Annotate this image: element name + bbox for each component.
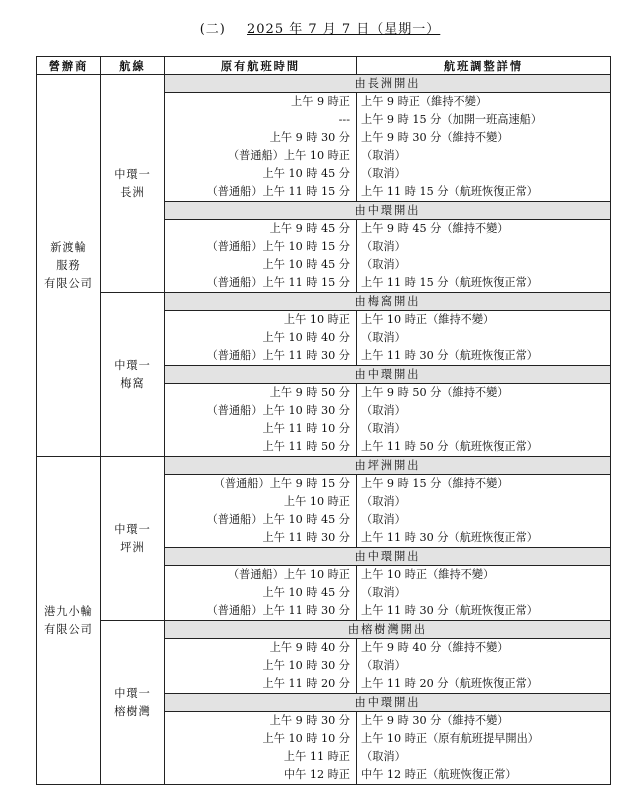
original-time: （普通船）上午 10 時 15 分 <box>206 240 350 253</box>
adjusted-time: （取消） <box>361 149 406 162</box>
original-time: 上午 9 時正 <box>291 95 350 108</box>
adjusted-times <box>357 311 611 366</box>
original-time: 上午 9 時 50 分 <box>269 386 350 399</box>
adjusted-time: 上午 10 時正（維持不變） <box>361 568 495 581</box>
original-time: 上午 11 時 20 分 <box>262 677 350 690</box>
adjusted-time: （取消） <box>361 659 406 672</box>
adjusted-time: 上午 10 時正（原有航班提早開出） <box>361 732 539 745</box>
schedule-body <box>37 75 611 785</box>
original-time: （普通船）上午 10 時正 <box>227 149 350 162</box>
adjusted-time: （取消） <box>361 586 406 599</box>
direction-row <box>37 621 611 639</box>
operator-name-line: 有限公司 <box>44 622 93 636</box>
direction-row <box>37 457 611 475</box>
original-times <box>165 384 357 457</box>
original-time: （普通船）上午 10 時正 <box>227 568 350 581</box>
direction-label: 由中環開出 <box>165 694 611 712</box>
direction-label: 由坪洲開出 <box>165 457 611 475</box>
direction-label: 由中環開出 <box>165 202 611 220</box>
original-time: （普通船）上午 11 時 30 分 <box>206 604 350 617</box>
adjusted-time: 上午 11 時 15 分（航班恢復正常） <box>361 276 538 289</box>
route-name-line: 中環一 <box>114 167 151 181</box>
adjusted-time: 上午 9 時正（維持不變） <box>361 95 488 108</box>
adjusted-time: 上午 11 時 15 分（航班恢復正常） <box>361 185 538 198</box>
operator-name <box>37 75 101 457</box>
original-time: 上午 11 時正 <box>283 750 350 763</box>
direction-label: 由中環開出 <box>165 366 611 384</box>
original-time: 上午 10 時 45 分 <box>262 167 350 180</box>
header-original: 原有航班時間 <box>165 57 357 75</box>
adjusted-time: （取消） <box>361 513 406 526</box>
adjusted-times <box>357 384 611 457</box>
adjusted-time: （取消） <box>361 750 406 763</box>
direction-label: 由長洲開出 <box>165 75 611 93</box>
adjusted-time: 上午 10 時正（維持不變） <box>361 313 495 326</box>
header-row <box>37 57 611 75</box>
adjusted-times <box>357 93 611 202</box>
adjusted-times <box>357 639 611 694</box>
adjusted-time: 上午 9 時 30 分（維持不變） <box>361 714 509 727</box>
route-name-line: 中環一 <box>114 522 151 536</box>
original-time: 上午 10 時 45 分 <box>262 586 350 599</box>
original-times <box>165 220 357 293</box>
ferry-schedule-table <box>36 56 611 785</box>
adjusted-time: （取消） <box>361 331 406 344</box>
header-adjustment: 航班調整詳情 <box>357 57 611 75</box>
direction-label: 由榕樹灣開出 <box>165 621 611 639</box>
title-date: 2025 年 7 月 7 日（星期一） <box>247 22 441 37</box>
route-name <box>101 75 165 293</box>
adjusted-times <box>357 220 611 293</box>
adjusted-time: （取消） <box>361 240 406 253</box>
adjusted-times <box>357 475 611 548</box>
route-name-line: 長洲 <box>120 185 145 199</box>
original-time: （普通船）上午 11 時 15 分 <box>206 185 350 198</box>
route-name-line: 榕樹灣 <box>114 704 151 718</box>
route-name <box>101 457 165 621</box>
original-time: （普通船）上午 11 時 30 分 <box>206 349 350 362</box>
original-time: 上午 10 時正 <box>283 495 350 508</box>
original-time: 上午 9 時 30 分 <box>269 131 350 144</box>
section-number: (二) <box>199 22 226 37</box>
adjusted-time: （取消） <box>361 167 406 180</box>
route-name-line: 坪洲 <box>120 540 145 554</box>
adjusted-time: 上午 9 時 50 分（維持不變） <box>361 386 509 399</box>
direction-row <box>37 75 611 93</box>
header-route: 航線 <box>101 57 165 75</box>
direction-label: 由中環開出 <box>165 548 611 566</box>
route-name-line: 梅窩 <box>120 376 145 390</box>
route-name <box>101 293 165 457</box>
operator-name-line: 有限公司 <box>44 276 93 290</box>
route-name-line: 中環一 <box>114 686 151 700</box>
adjusted-time: 上午 11 時 30 分（航班恢復正常） <box>361 349 538 362</box>
original-time: 上午 10 時 40 分 <box>262 331 350 344</box>
original-times <box>165 712 357 785</box>
original-times <box>165 475 357 548</box>
adjusted-time: （取消） <box>361 258 406 271</box>
original-time: 上午 9 時 45 分 <box>269 222 350 235</box>
original-time: （普通船）上午 10 時 45 分 <box>206 513 350 526</box>
original-time: 上午 10 時 45 分 <box>262 258 350 271</box>
header-operator: 營辦商 <box>37 57 101 75</box>
original-times <box>165 311 357 366</box>
original-time: 上午 10 時 30 分 <box>262 659 350 672</box>
adjusted-time: （取消） <box>361 422 406 435</box>
original-time: （普通船）上午 11 時 15 分 <box>206 276 350 289</box>
adjusted-time: 上午 11 時 20 分（航班恢復正常） <box>361 677 538 690</box>
original-time: 中午 12 時正 <box>283 768 350 781</box>
original-time: --- <box>338 113 350 126</box>
original-times <box>165 93 357 202</box>
operator-name <box>37 457 101 785</box>
adjusted-time: （取消） <box>361 495 406 508</box>
original-time: （普通船）上午 9 時 15 分 <box>213 477 350 490</box>
original-time: 上午 9 時 30 分 <box>269 714 350 727</box>
direction-label: 由梅窩開出 <box>165 293 611 311</box>
adjusted-time: （取消） <box>361 404 406 417</box>
original-time: 上午 10 時正 <box>283 313 350 326</box>
operator-name-line: 港九小輪 <box>44 604 93 618</box>
original-time: 上午 11 時 50 分 <box>262 440 350 453</box>
adjusted-times <box>357 712 611 785</box>
adjusted-time: 上午 9 時 15 分（加開一班高速船） <box>361 113 543 126</box>
operator-name-line: 服務 <box>56 258 81 272</box>
original-times <box>165 639 357 694</box>
original-time: 上午 11 時 10 分 <box>262 422 350 435</box>
adjusted-time: 中午 12 時正（航班恢復正常） <box>361 768 517 781</box>
original-time: 上午 11 時 30 分 <box>262 531 350 544</box>
adjusted-time: 上午 9 時 15 分（維持不變） <box>361 477 509 490</box>
adjusted-time: 上午 9 時 30 分（維持不變） <box>361 131 509 144</box>
adjusted-times <box>357 566 611 621</box>
route-name-line: 中環一 <box>114 358 151 372</box>
original-time: 上午 9 時 40 分 <box>269 641 350 654</box>
document-title <box>0 18 640 37</box>
original-times <box>165 566 357 621</box>
original-time: 上午 10 時 10 分 <box>262 732 350 745</box>
operator-name-line: 新渡輪 <box>50 240 87 254</box>
adjusted-time: 上午 11 時 50 分（航班恢復正常） <box>361 440 538 453</box>
direction-row <box>37 293 611 311</box>
adjusted-time: 上午 9 時 45 分（維持不變） <box>361 222 509 235</box>
adjusted-time: 上午 11 時 30 分（航班恢復正常） <box>361 604 538 617</box>
original-time: （普通船）上午 10 時 30 分 <box>206 404 350 417</box>
adjusted-time: 上午 11 時 30 分（航班恢復正常） <box>361 531 538 544</box>
adjusted-time: 上午 9 時 40 分（維持不變） <box>361 641 509 654</box>
route-name <box>101 621 165 785</box>
